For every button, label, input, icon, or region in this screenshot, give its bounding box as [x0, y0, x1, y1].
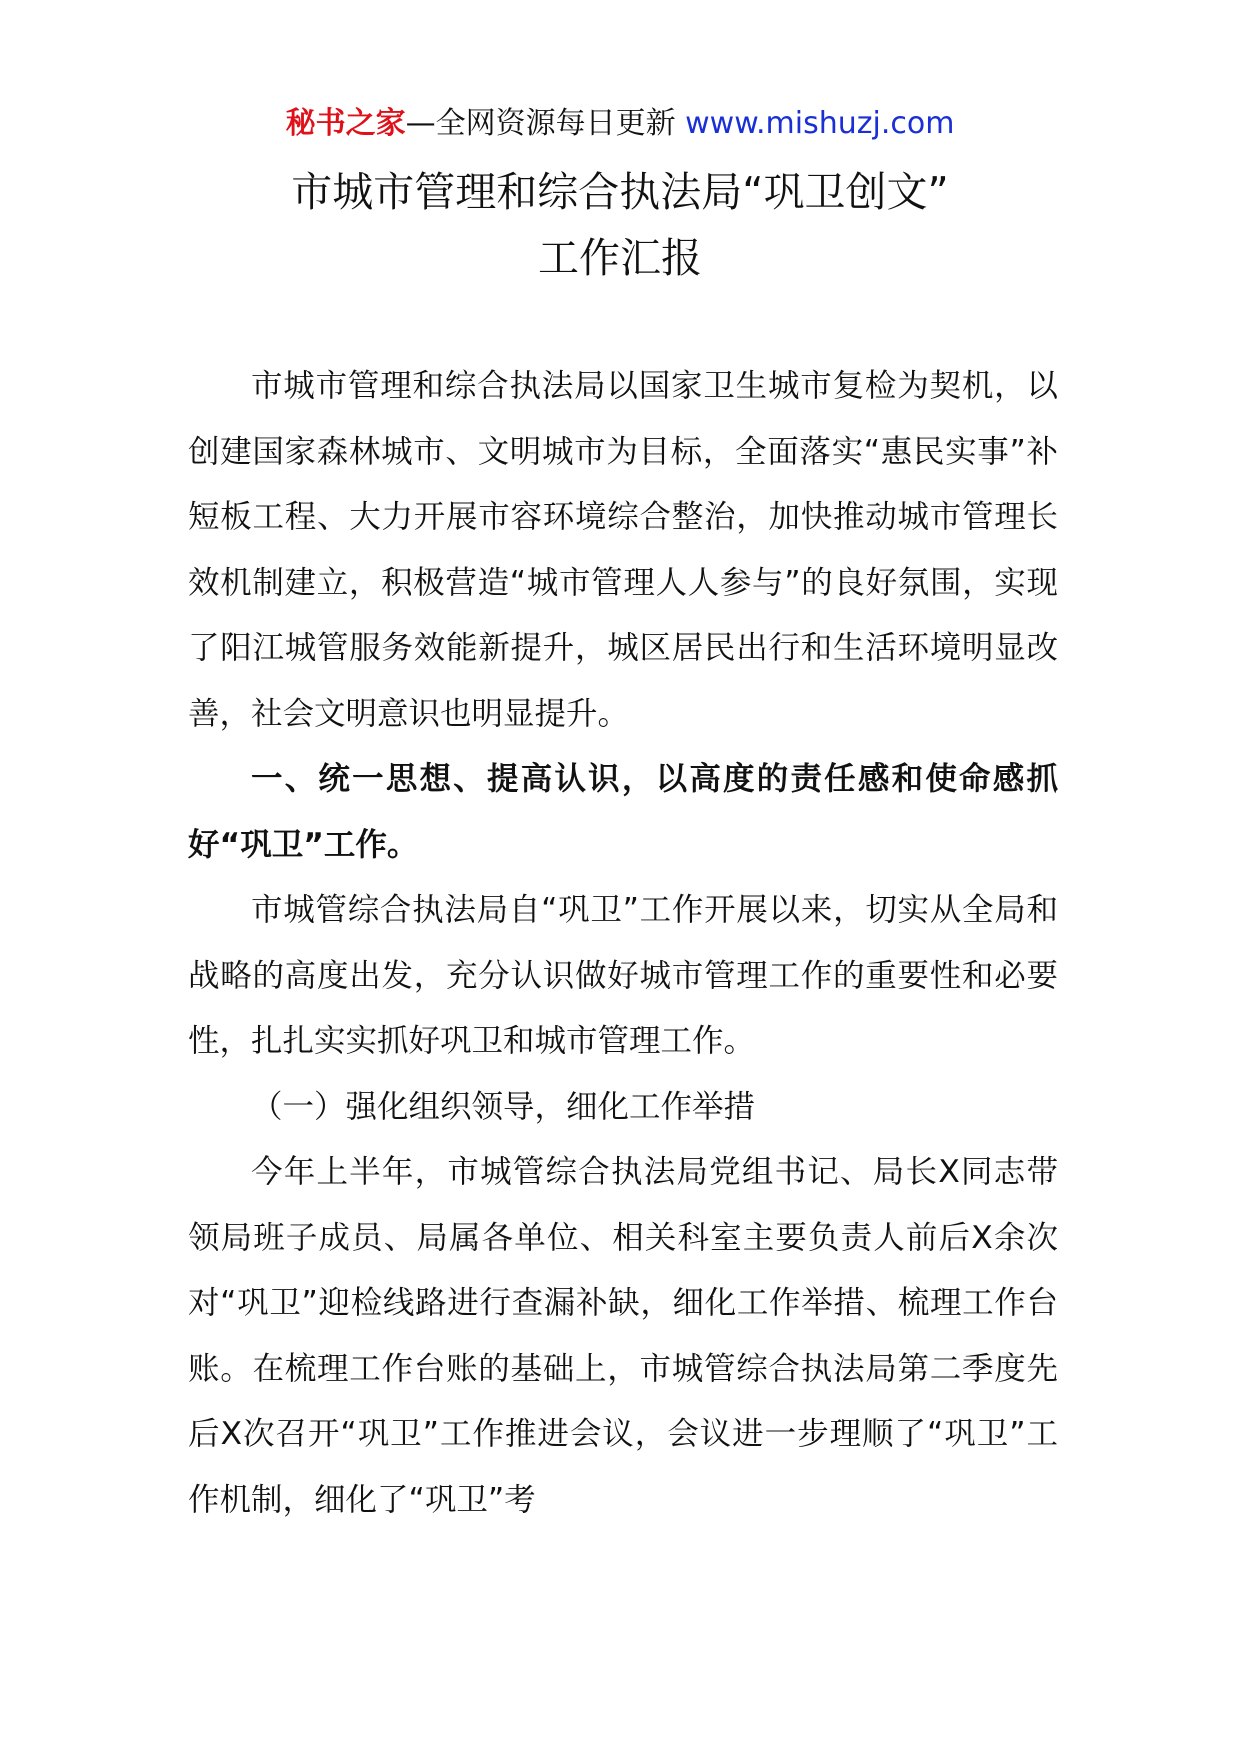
- document-title-line-1: 市城市管理和综合执法局“巩卫创文”: [291, 168, 949, 216]
- document-title-line-2: 工作汇报: [538, 234, 702, 282]
- paragraph-subsection-1: 今年上半年，市城管综合执法局党组书记、局长X同志带领局班子成员、局属各单位、相关科室主要负责人前后X余次对“巩卫”迎检线路进行查漏补缺，细化工作举措、梳理工作台账。在梳理工作台账的基础上，市城管综合执法局第二季度先后X次召开“巩卫”工作推进会议，会议进一步理顺了“巩卫”工作机制，细化了“巩卫”考: [188, 1154, 1058, 1518]
- document-body: [188, 354, 1058, 1533]
- section-heading-1: 一、统一思想、提高认识，以高度的责任感和使命感抓好“巩卫”工作。: [188, 761, 1058, 863]
- paragraph-intro: 市城市管理和综合执法局以国家卫生城市复检为契机，以创建国家森林城市、文明城市为目标，全面落实“惠民实事”补短板工程、大力开展市容环境综合整治，加快推动城市管理长效机制建立，积极营造“城市管理人人参与”的良好氛围，实现了阳江城管服务效能新提升，城区居民出行和生活环境明显改善，社会文明意识也明显提升。: [188, 368, 1058, 732]
- banner-brand: 秘书之家: [285, 106, 406, 141]
- subsection-heading-1: （一）强化组织领导，细化工作举措: [251, 1088, 756, 1125]
- header-banner: [0, 102, 1240, 146]
- banner-tagline: —全网资源每日更新: [405, 106, 686, 141]
- paragraph-section-1: 市城管综合执法局自“巩卫”工作开展以来，切实从全局和战略的高度出发，充分认识做好城市管理工作的重要性和必要性，扎扎实实抓好巩卫和城市管理工作。: [188, 892, 1058, 1059]
- banner-url-link[interactable]: www.mishuzj.com: [685, 106, 955, 141]
